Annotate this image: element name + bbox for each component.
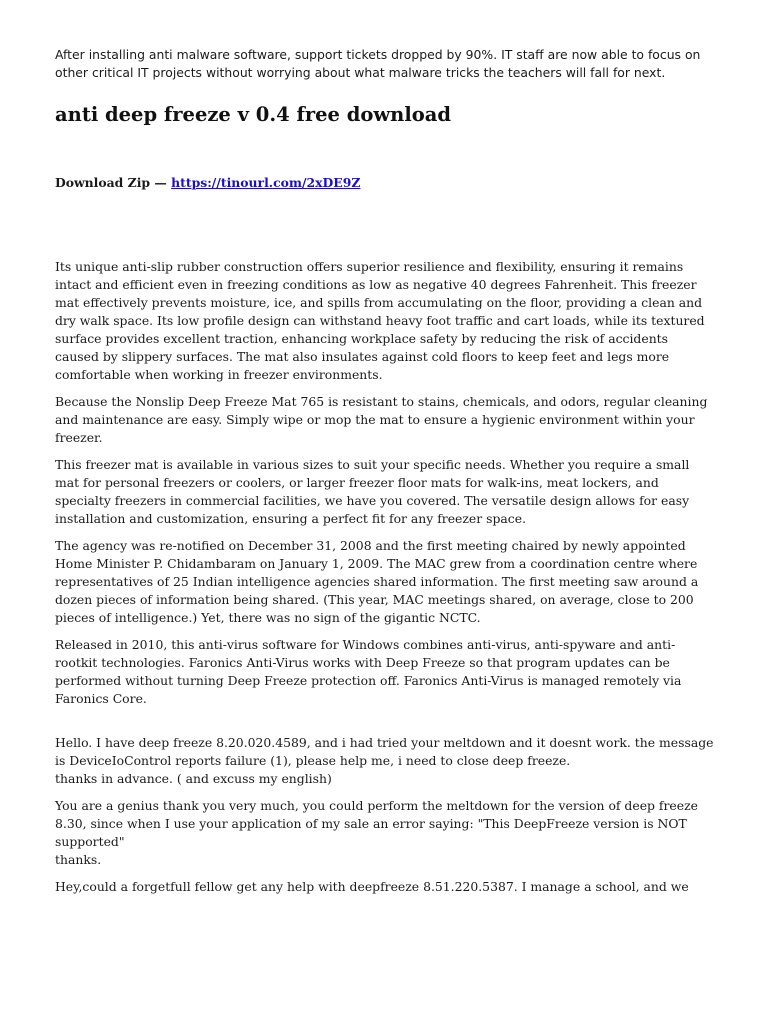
paragraph-nonslip-mat: Because the Nonslip Deep Freeze Mat 765 is resistant to stains, chemicals, and odors, regular cleaning and maintenance are easy. Simply wipe or mop the mat to ensure a hygienic environment within your freezer. — [55, 394, 708, 445]
comment-2-signoff: thanks. — [55, 852, 102, 867]
paragraph-sizes: This freezer mat is available in various sizes to suit your specific needs. Whether you require a small mat for personal freezers or coolers, or larger freezer floor mats for walk-ins, meat lockers, and specialty freezers in commercial facilities, we have you covered. The versatile design allows for easy installation and customization, ensuring a perfect fit for any freezer space. — [55, 457, 690, 526]
comment-2-text: You are a genius thank you very much, you could perform the meltdown for the version of deep freeze 8.30, since when I use your application of my sale an error saying: "This DeepFreeze version is NOT supported" — [55, 798, 698, 849]
comment-3 — [55, 878, 715, 896]
document-page — [55, 46, 715, 896]
comment-3-text: Hey,could a forgetfull fellow get any help with deepfreeze 8.51.220.5387. I manage a school, and we — [55, 879, 689, 894]
page-title: anti deep freeze v 0.4 free download — [55, 103, 452, 126]
comment-1-text: Hello. I have deep freeze 8.20.020.4589, and i had tried your meltdown and it doesnt work. the message is DeviceIoControl reports failure (1), please help me, i need to close deep freeze. — [55, 735, 714, 768]
comment-2 — [55, 797, 715, 869]
download-line — [55, 174, 715, 192]
intro-paragraph: After installing anti malware software, support tickets dropped by 90%. IT staff are now able to focus on other critical IT projects without worrying about what malware tricks the teachers will fall for next. — [55, 47, 701, 80]
paragraph-anti-slip: Its unique anti-slip rubber construction offers superior resilience and flexibility, ensuring it remains intact and efficient even in freezing conditions as low as negative 40 degrees Fahrenheit. This freezer mat effectively prevents moisture, ice, and spills from accumulating on the floor, providing a clean and dry walk space. Its low profile design can withstand heavy foot traffic and cart loads, while its textured surface provides excellent traction, enhancing workplace safety by reducing the risk of accidents caused by slippery surfaces. The mat also insulates against cold floors to keep feet and legs more comfortable when working in freezer environments. — [55, 259, 705, 382]
comment-1-signoff: thanks in advance. ( and excuss my english) — [55, 771, 332, 786]
download-link[interactable]: https://tinourl.com/2xDE9Z — [171, 175, 361, 190]
download-label: Download Zip — — [55, 175, 167, 190]
comment-1 — [55, 734, 715, 788]
paragraph-agency: The agency was re-notified on December 31, 2008 and the first meeting chaired by newly appointed Home Minister P. Chidambaram on January 1, 2009. The MAC grew from a coordination centre where representatives of 25 Indian intelligence agencies shared information. The first meeting saw around a dozen pieces of information being shared. (This year, MAC meetings shared, on average, close to 200 pieces of intelligence.) Yet, there was no sign of the gigantic NCTC. — [55, 538, 699, 625]
paragraph-antivirus: Released in 2010, this anti-virus software for Windows combines anti-virus, anti-spyware and anti-rootkit technologies. Faronics Anti-Virus works with Deep Freeze so that program updates can be performed without turning Deep Freeze protection off. Faronics Anti-Virus is managed remotely via Faronics Core. — [55, 637, 682, 706]
